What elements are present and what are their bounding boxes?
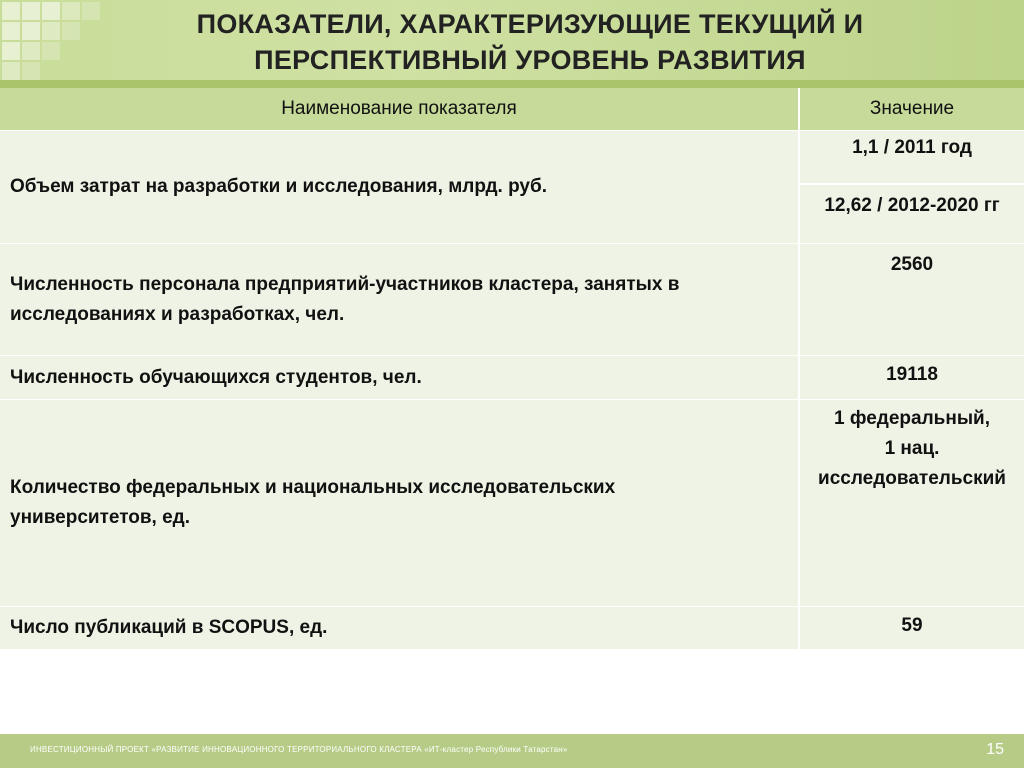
value-line: 2560 — [890, 254, 934, 275]
indicator-name-line: Число публикаций в SCOPUS, ед. — [10, 617, 328, 638]
header-banner — [0, 0, 1024, 88]
table-row — [0, 356, 1024, 400]
indicator-value — [800, 356, 1024, 399]
indicator-name-line: Количество федеральных и национальных исследовательских — [10, 477, 616, 498]
value-line: 12,62 / 2012-2020 гг — [824, 195, 1000, 216]
indicator-name — [0, 356, 800, 399]
indicator-value — [800, 400, 1024, 606]
indicator-name — [0, 400, 800, 606]
table-row — [0, 244, 1024, 356]
indicator-name-line: Численность обучающихся студентов, чел. — [10, 366, 422, 388]
value-line: исследовательский — [818, 468, 1006, 489]
indicator-value — [800, 244, 1024, 355]
value-line: 19118 — [886, 364, 938, 385]
indicator-value — [800, 131, 1024, 243]
header-value: Значение — [869, 98, 955, 119]
table-row — [0, 400, 1024, 607]
header-indicator-name: Наименование показателя — [0, 88, 800, 130]
title-line-1: ПОКАЗАТЕЛИ, ХАРАКТЕРИЗУЮЩИЕ ТЕКУЩИЙ И — [196, 9, 864, 39]
value-line: 59 — [901, 615, 923, 636]
footer-bar — [0, 734, 1024, 768]
indicator-name-line: университетов, ед. — [10, 507, 190, 528]
value-line: 1 нац. — [884, 438, 940, 459]
indicator-value — [800, 607, 1024, 649]
table-row — [0, 131, 1024, 244]
indicator-name-line: исследованиях и разработках, чел. — [10, 303, 345, 325]
indicator-name — [0, 131, 800, 243]
indicator-name-line: Объем затрат на разработки и исследования, млрд. руб. — [10, 176, 548, 197]
indicator-name — [0, 244, 800, 355]
indicators-table — [0, 88, 1024, 650]
title-line-2: ПЕРСПЕКТИВНЫЙ УРОВЕНЬ РАЗВИТИЯ — [254, 45, 806, 75]
table-header-row — [0, 88, 1024, 131]
page-number: 15 — [986, 741, 1004, 758]
value-line: 1,1 / 2011 год — [800, 131, 1024, 185]
indicator-name-line: Численность персонала предприятий-участников кластера, занятых в — [10, 273, 680, 295]
indicator-name — [0, 607, 800, 649]
footer-project-text: ИНВЕСТИЦИОННЫЙ ПРОЕКТ «РАЗВИТИЕ ИННОВАЦИОННОГО ТЕРРИТОРИАЛЬНОГО КЛАСТЕРА «ИТ-кластер Республики Татарстан» — [30, 745, 568, 754]
header-stripe — [0, 80, 1024, 88]
value-line: 1 федеральный, — [834, 408, 990, 429]
page-title — [80, 6, 980, 78]
table-row — [0, 607, 1024, 650]
